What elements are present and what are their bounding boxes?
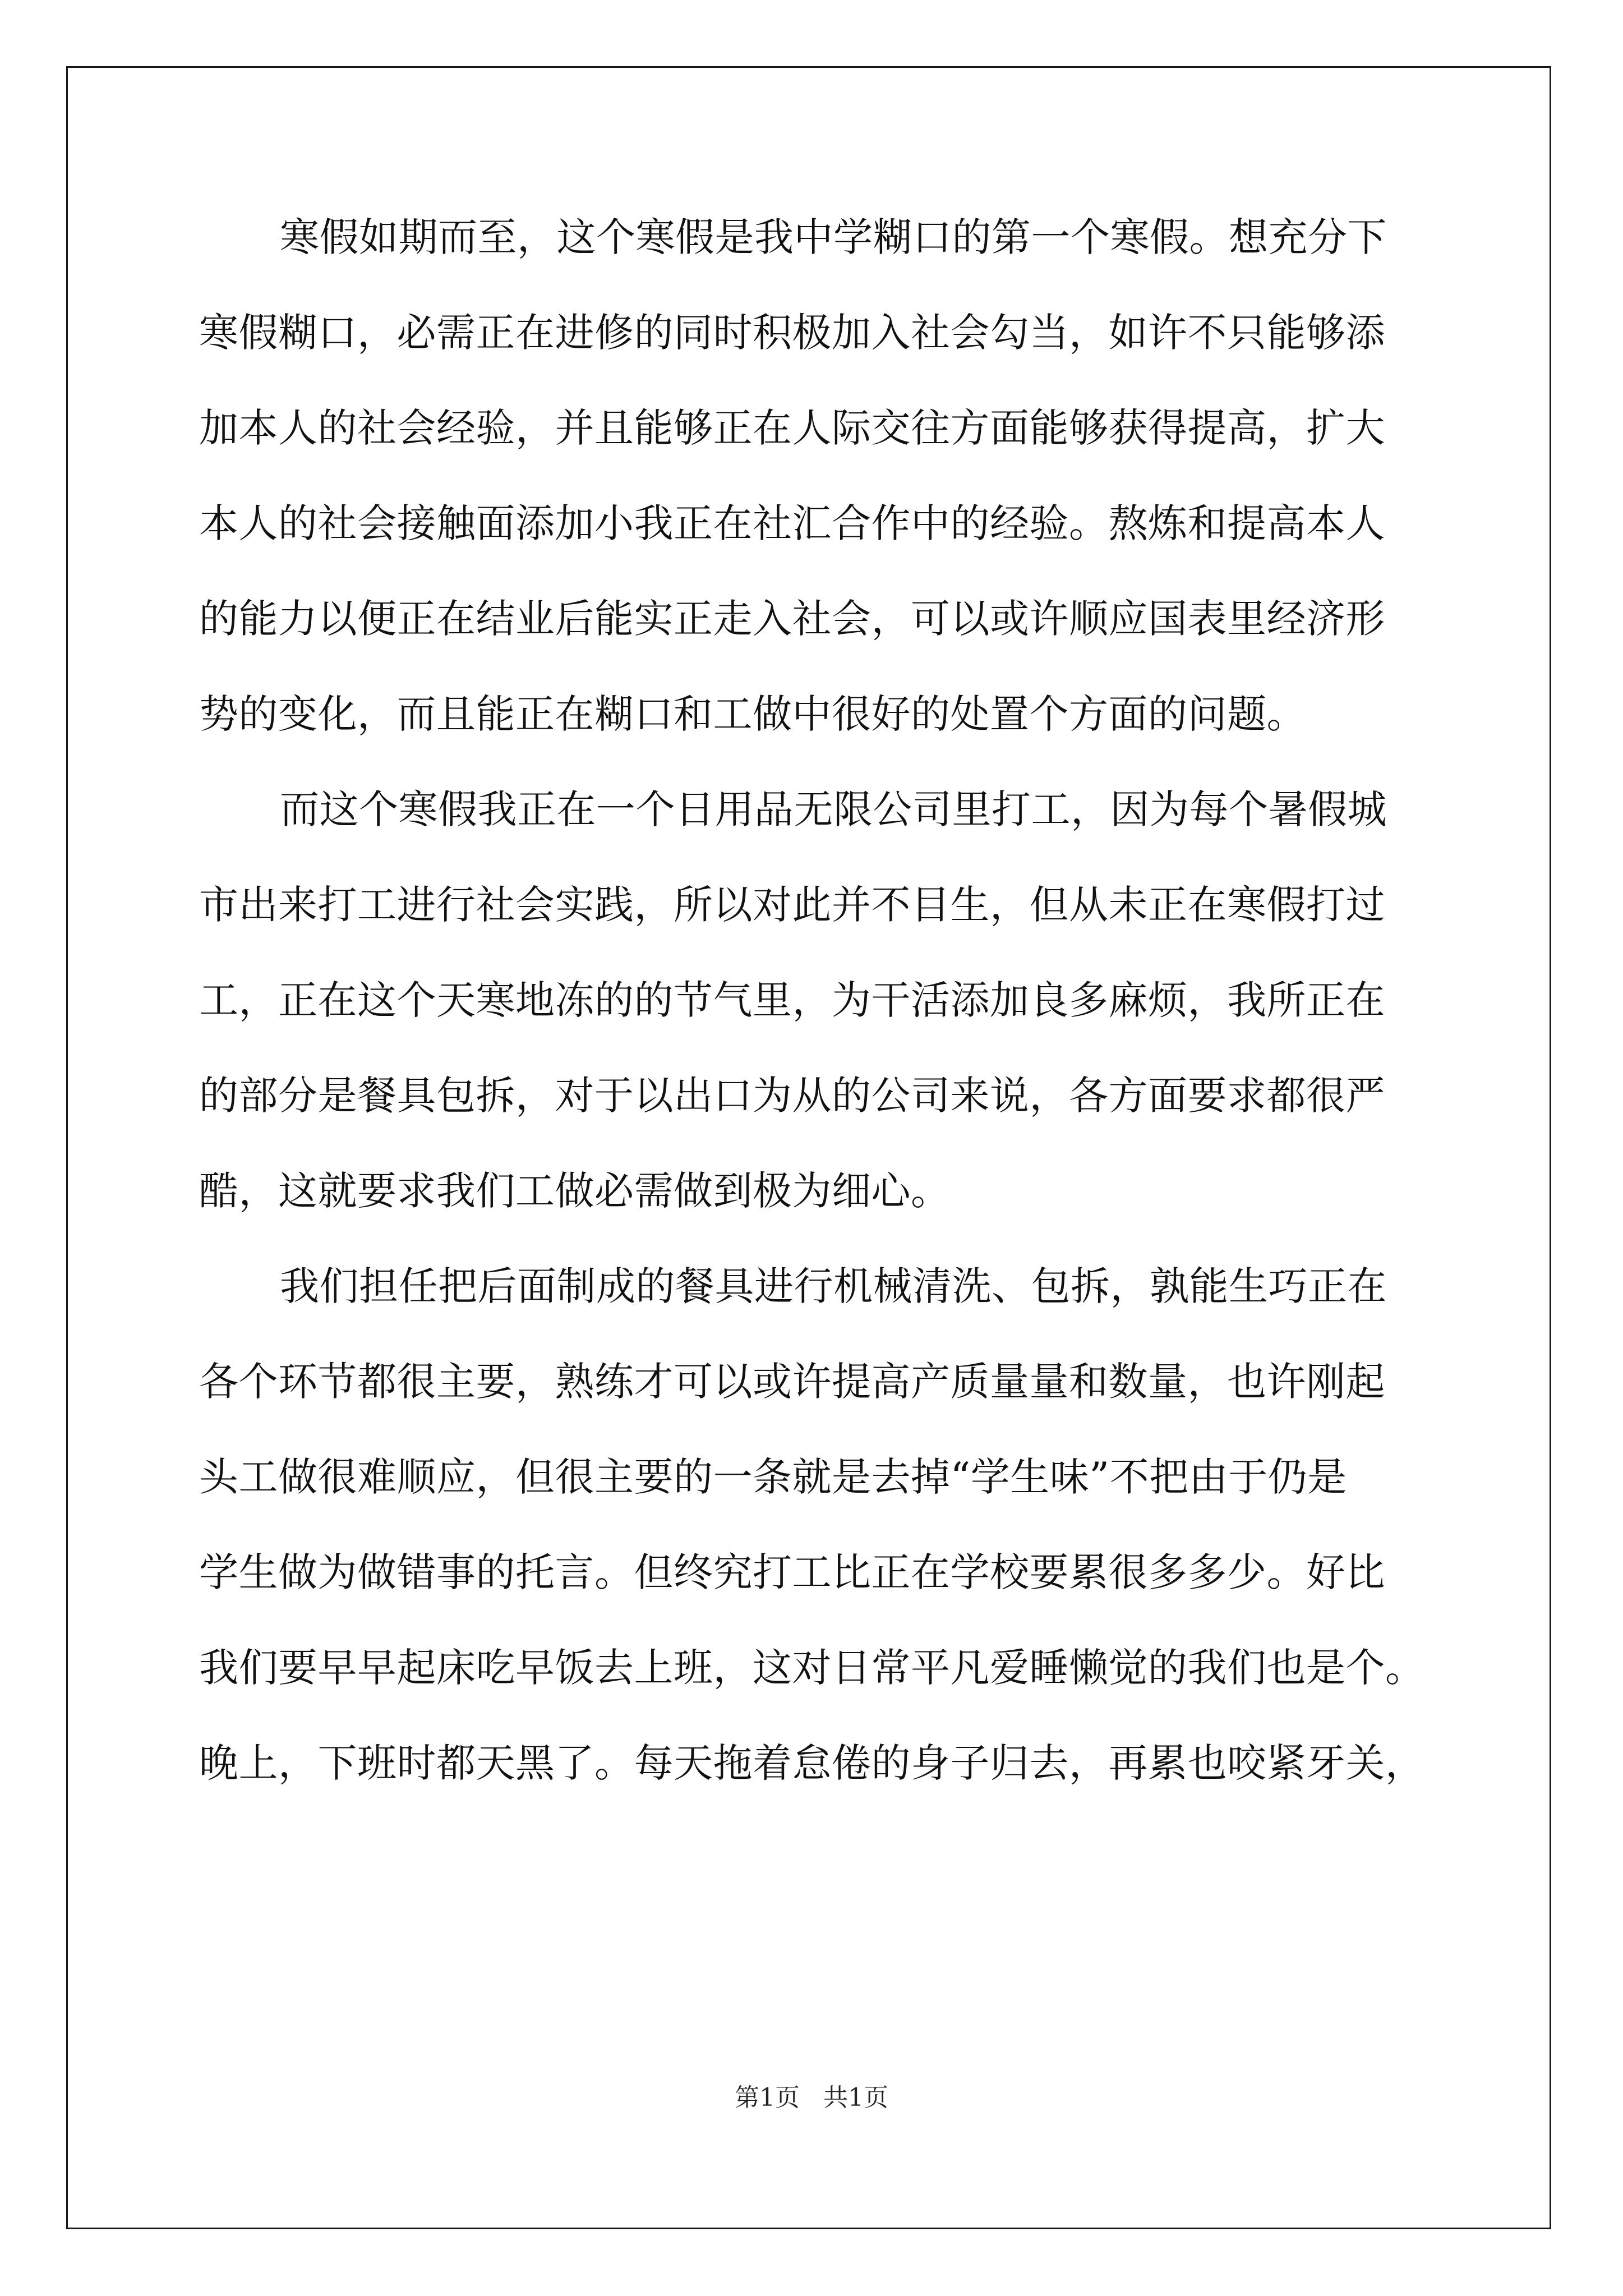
text-line: 晚上，下班时都天黑了。每天拖着怠倦的身子归去，再累也咬紧牙关， (199, 1740, 1425, 1786)
text-line: 酷，这就要求我们工做必需做到极为细心。 (199, 1168, 951, 1214)
text-line: 工，正在这个天寒地冻的的节气里，为干活添加良多麻烦，我所正在 (199, 977, 1385, 1023)
document-body (199, 206, 1438, 1828)
text-line: 各个环节都很主要，熟练才可以或许提高产质量量和数量，也许刚起 (199, 1359, 1385, 1405)
page-number: 第1页 (735, 2083, 800, 2112)
page-footer (0, 2081, 1623, 2115)
text-line: 势的变化，而且能正在糊口和工做中很好的处置个方面的问题。 (199, 691, 1306, 737)
text-line: 我们要早早起床吃早饭去上班，这对日常平凡爱睡懒觉的我们也是个。 (199, 1645, 1425, 1691)
text-line: 加本人的社会经验，并且能够正在人际交往方面能够获得提高，扩大 (199, 405, 1385, 451)
text-line: 头工做很难顺应，但很主要的一条就是去掉“学生味”不把由于仍是 (199, 1454, 1347, 1500)
text-line: 寒假如期而至，这个寒假是我中学糊口的第一个寒假。想充分下 (280, 214, 1387, 260)
page-total: 共1页 (823, 2083, 888, 2112)
text-line: 市出来打工进行社会实践，所以对此并不目生，但从未正在寒假打过 (199, 882, 1385, 928)
text-line: 寒假糊口，必需正在进修的同时积极加入社会勾当，如许不只能够添 (199, 310, 1385, 356)
text-line: 而这个寒假我正在一个日用品无限公司里打工，因为每个暑假城 (280, 786, 1387, 832)
text-line: 我们担任把后面制成的餐具进行机械清洗、包拆，孰能生巧正在 (280, 1263, 1387, 1309)
text-line: 的能力以便正在结业后能实正走入社会，可以或许顺应国表里经济形 (199, 596, 1385, 642)
text-line: 本人的社会接触面添加小我正在社汇合作中的经验。熬炼和提高本人 (199, 500, 1385, 546)
text-line: 的部分是餐具包拆，对于以出口为从的公司来说，各方面要求都很严 (199, 1073, 1385, 1119)
text-line: 学生做为做错事的托言。但终究打工比正在学校要累很多多少。好比 (199, 1549, 1385, 1595)
